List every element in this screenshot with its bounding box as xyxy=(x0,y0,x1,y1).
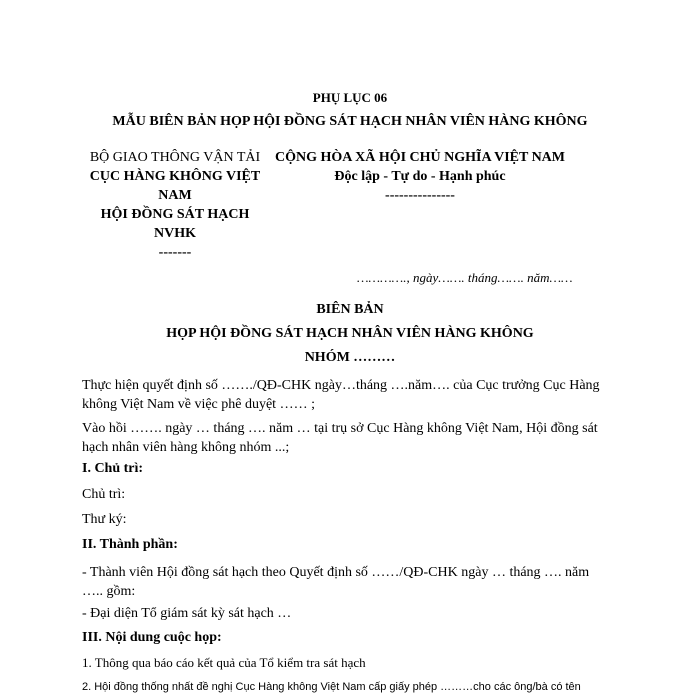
agency-name-line2: NAM xyxy=(158,188,192,203)
issuing-agency-block xyxy=(85,148,265,262)
section-content-heading: III. Nội dung cuộc họp: xyxy=(82,630,222,645)
supervisor-line: - Đại diện Tổ giám sát kỳ sát hạch … xyxy=(82,606,292,621)
national-header-block xyxy=(270,148,570,205)
members-line: - Thành viên Hội đồng sát hạch theo Quyết định số ……/QĐ-CHK ngày … tháng …. năm ….. gồm: xyxy=(82,565,590,599)
paragraph-decision: Thực hiện quyết định số ……./QĐ-CHK ngày…tháng ….năm…. của Cục trưởng Cục Hàng không Việt Nam về việc phê duyệt …… ; xyxy=(82,378,600,412)
content-item-1: 1. Thông qua báo cáo kết quả của Tổ kiểm tra sát hạch xyxy=(82,655,366,670)
paragraph-meeting-time: Vào hồi ……. ngày … tháng …. năm … tại trụ sở Cục Hàng không Việt Nam, Hội đồng sát hạch nhân viên hàng không nhóm ...; xyxy=(82,421,598,455)
left-separator: ------- xyxy=(158,245,192,260)
content-item-2: 2. Hội đồng thống nhất đề nghị Cục Hàng không Việt Nam cấp giấy phép ………cho các ông/bà có tên xyxy=(82,681,581,693)
national-motto: Độc lập - Tự do - Hạnh phúc xyxy=(334,169,506,184)
section-chair-heading: I. Chủ trì: xyxy=(82,461,144,476)
secretary-label: Thư ký: xyxy=(82,512,127,527)
group-label: NHÓM ……… xyxy=(304,350,396,365)
agency-name-line1: CỤC HÀNG KHÔNG VIỆT xyxy=(89,169,261,184)
date-line: …………., ngày……. tháng……. năm…… xyxy=(357,270,573,285)
appendix-label: PHỤ LỤC 06 xyxy=(312,90,388,105)
council-name-line2: NVHK xyxy=(154,226,196,241)
minutes-subtitle: HỌP HỘI ĐỒNG SÁT HẠCH NHÂN VIÊN HÀNG KHÔNG xyxy=(166,326,534,341)
right-separator: --------------- xyxy=(385,188,455,203)
country-name: CỘNG HÒA XÃ HỘI CHỦ NGHĨA VIỆT NAM xyxy=(274,150,565,165)
form-title: MẪU BIÊN BẢN HỌP HỘI ĐỒNG SÁT HẠCH NHÂN VIÊN HÀNG KHÔNG xyxy=(112,114,588,129)
minutes-title: BIÊN BẢN xyxy=(316,302,384,317)
council-name-line1: HỘI ĐỒNG SÁT HẠCH xyxy=(100,207,250,222)
ministry-name: BỘ GIAO THÔNG VẬN TẢI xyxy=(89,150,261,165)
section-members-heading: II. Thành phần: xyxy=(82,537,178,552)
chair-label: Chủ trì: xyxy=(82,487,126,502)
